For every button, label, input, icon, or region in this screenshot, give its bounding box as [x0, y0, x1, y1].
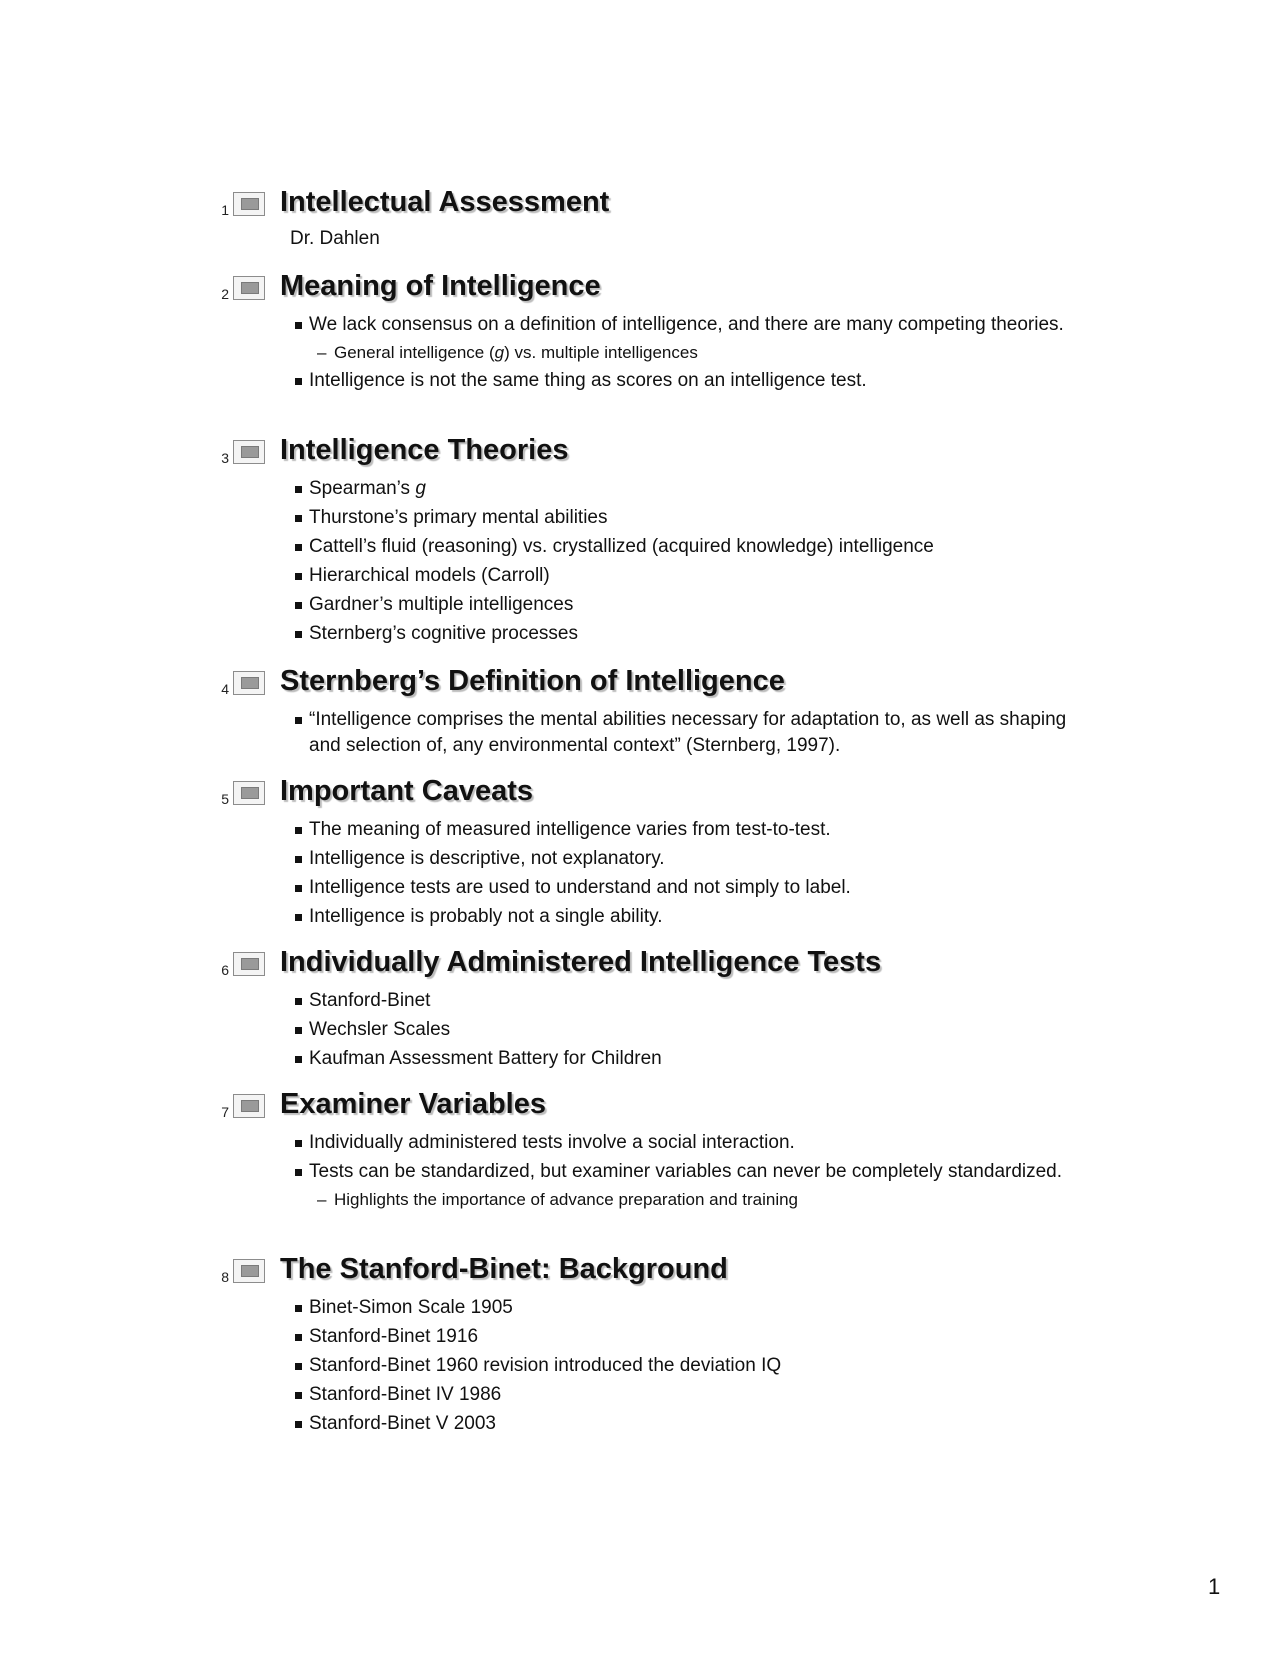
slide-number: 1: [221, 202, 229, 218]
slide-thumbnail-icon: [233, 192, 265, 216]
bullet: The meaning of measured intelligence varies from test-to-test.: [292, 817, 1100, 843]
slide-number: 5: [221, 791, 229, 807]
slide-number: 6: [221, 962, 229, 978]
bullet: Stanford-Binet V 2003: [292, 1411, 1100, 1437]
bullet: Sternberg’s cognitive processes: [292, 621, 1100, 647]
bullet: Hierarchical models (Carroll): [292, 563, 1100, 589]
slide-subtitle: Dr. Dahlen: [290, 228, 380, 249]
slide-number: 3: [221, 450, 229, 466]
bullet: Stanford-Binet IV 1986: [292, 1382, 1100, 1408]
bullet: We lack consensus on a definition of intelligence, and there are many competing theories.: [292, 312, 1100, 338]
slide-thumbnail-icon: [233, 440, 265, 464]
slide-title: Intellectual Assessment: [280, 186, 610, 218]
bullet: Wechsler Scales: [292, 1017, 1100, 1043]
bullet: Intelligence is descriptive, not explanatory.: [292, 846, 1100, 872]
slide-number: 8: [221, 1269, 229, 1285]
bullet: Intelligence is probably not a single ability.: [292, 904, 1100, 930]
bullet: Stanford-Binet: [292, 988, 1100, 1014]
slide-thumbnail-icon: [233, 276, 265, 300]
bullet: Intelligence tests are used to understand and not simply to label.: [292, 875, 1100, 901]
slide-number: 2: [221, 286, 229, 302]
slide-thumbnail-icon: [233, 1094, 265, 1118]
slide-title: Important Caveats: [280, 775, 534, 807]
bullet: Stanford-Binet 1960 revision introduced the deviation IQ: [292, 1353, 1100, 1379]
bullet: Individually administered tests involve a social interaction.: [292, 1130, 1100, 1156]
bullet: Cattell’s fluid (reasoning) vs. crystallized (acquired knowledge) intelligence: [292, 534, 1100, 560]
slide-thumbnail-icon: [233, 671, 265, 695]
bullet: Kaufman Assessment Battery for Children: [292, 1046, 1100, 1072]
bullet: Binet-Simon Scale 1905: [292, 1295, 1100, 1321]
slide-title: Sternberg’s Definition of Intelligence: [280, 665, 785, 697]
sub-bullet: – General intelligence (g) vs. multiple intelligences: [317, 343, 698, 362]
bullet: Gardner’s multiple intelligences: [292, 592, 1100, 618]
slide-thumbnail-icon: [233, 1259, 265, 1283]
bullet: Tests can be standardized, but examiner variables can never be completely standardized.: [292, 1159, 1100, 1185]
sub-bullet: – Highlights the importance of advance preparation and training: [317, 1190, 799, 1209]
bullet: Thurstone’s primary mental abilities: [292, 505, 1100, 531]
slide-title: Individually Administered Intelligence Tests: [280, 946, 882, 978]
slide-number: 7: [221, 1104, 229, 1120]
page-number: 1: [1208, 1574, 1221, 1599]
bullet: Intelligence is not the same thing as scores on an intelligence test.: [292, 368, 1100, 394]
slide-title: Examiner Variables: [280, 1088, 546, 1120]
bullet: “Intelligence comprises the mental abilities necessary for adaptation to, as well as shaping and selection of, any environmental context” (Sternberg, 1997).: [292, 707, 1100, 759]
slide-thumbnail-icon: [233, 781, 265, 805]
slide-number: 4: [221, 681, 229, 697]
bullet: Stanford-Binet 1916: [292, 1324, 1100, 1350]
bullet: Spearman’s g: [292, 476, 1100, 502]
slide-title: Intelligence Theories: [280, 434, 569, 466]
slide-title: Meaning of Intelligence: [280, 270, 601, 302]
slide-title: The Stanford-Binet: Background: [280, 1253, 728, 1285]
slide-thumbnail-icon: [233, 952, 265, 976]
